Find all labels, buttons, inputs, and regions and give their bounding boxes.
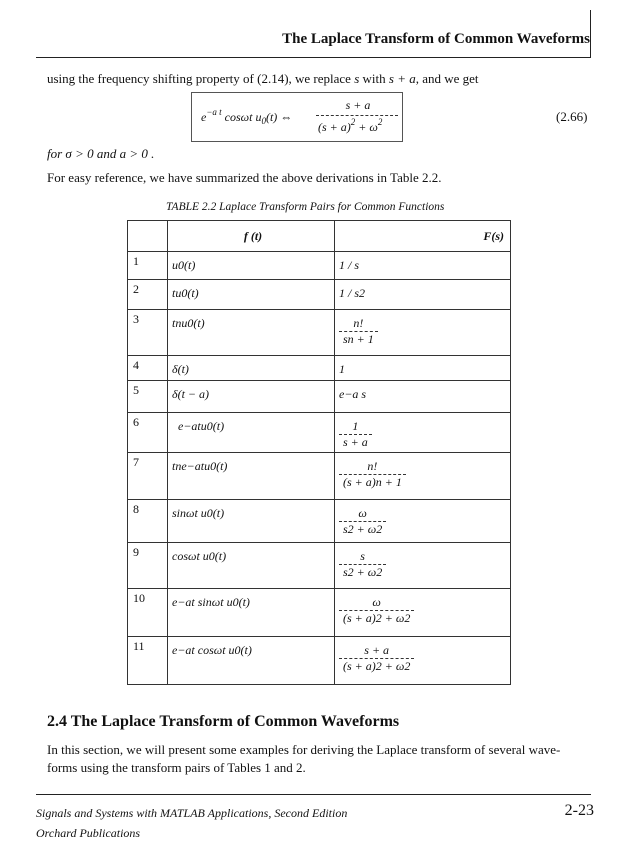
row-f: δ(t) (172, 362, 189, 376)
row-number: 6 (128, 413, 168, 453)
row-f: δ(t − a) (172, 387, 210, 401)
table-row (128, 500, 511, 543)
equation-denominator: $(s + a)^2 + \omega^2$ (318, 117, 383, 134)
table-row (128, 252, 511, 280)
table-row (128, 280, 511, 310)
table-row (128, 356, 511, 381)
intro-suffix: , and we get (415, 71, 479, 86)
row-F: 1 / s2 (339, 286, 366, 300)
equation-lhs: $e^{-a t}$ cosωt $u_0(t)$ ⇔ (201, 107, 293, 126)
table-header-row (128, 221, 511, 252)
row-f: tu0(t) (172, 286, 199, 300)
footer-book-title: Signals and Systems with MATLAB Applications, Second Edition (36, 806, 348, 820)
row-F: 1 / s (339, 258, 360, 272)
footer-publisher: Orchard Publications (36, 826, 141, 840)
row-f: e−at cosωt u0(t) (172, 643, 252, 657)
row-f: u0(t) (172, 258, 196, 272)
row-F: 1 (339, 362, 345, 376)
row-f: e−atu0(t) (178, 419, 225, 433)
row-F-fraction: $\frac{\omega}{(s + a)2 + \omega 2}$ (339, 595, 414, 626)
row-F-fraction: $\frac{s}{s2 + \omega 2}$ (339, 549, 386, 580)
equation-number: (2.66) (556, 109, 588, 124)
header-F-cell: F(s) (335, 221, 511, 252)
header-f-cell: f (t) (168, 221, 335, 252)
page-number: 2-23 (564, 802, 594, 819)
row-F-fraction: $\frac{\omega}{s2 + \omega 2}$ (339, 506, 386, 537)
section-para-line1: In this section, we will present some examples for deriving the Laplace transform of several wave- (47, 742, 561, 757)
condition-line: for σ > 0 and a > 0 . (47, 146, 155, 161)
table-row (128, 543, 511, 589)
reference-line: For easy reference, we have summarized the above derivations in Table 2.2. (47, 170, 442, 185)
intro-var-s: s (354, 71, 360, 86)
row-f: tne−atu0(t) (172, 459, 228, 473)
row-f: e−at sinωt u0(t) (172, 595, 250, 609)
table-row (128, 413, 511, 453)
row-number: 11 (128, 637, 168, 685)
table-caption: TABLE 2.2 Laplace Transform Pairs for Common Functions (166, 201, 445, 213)
equation-numerator: s + a (345, 98, 371, 112)
row-F-fraction: $\frac{n!}{(s + a)n + 1}$ (339, 459, 406, 490)
row-f: tnu0(t) (172, 316, 205, 330)
intro-prefix: using the frequency shifting property of (2.14), we replace (47, 71, 351, 86)
row-number: 4 (128, 356, 168, 381)
table-row (128, 453, 511, 500)
table-row (128, 310, 511, 356)
equation-fraction-bar (316, 115, 398, 116)
table-row (128, 637, 511, 685)
table-row (128, 381, 511, 413)
intro-expr: s + a (388, 71, 416, 86)
laplace-table (127, 220, 511, 685)
intro-with: with (362, 71, 386, 86)
row-F-fraction: $\frac{1}{s + a}$ (339, 419, 372, 450)
section-title: 2.4 The Laplace Transform of Common Waveforms (47, 713, 400, 730)
row-number: 3 (128, 310, 168, 356)
footer-rule (36, 794, 591, 795)
header-num-cell (128, 221, 168, 252)
row-number: 1 (128, 252, 168, 280)
row-number: 5 (128, 381, 168, 413)
row-F-fraction: $\frac{n!}{sn + 1}$ (339, 316, 378, 347)
row-number: 2 (128, 280, 168, 310)
running-header-title: The Laplace Transform of Common Waveforms (282, 31, 590, 47)
row-f: sinωt u0(t) (172, 506, 225, 520)
row-F: e−a s (339, 387, 367, 401)
intro-line (47, 71, 479, 87)
row-number: 7 (128, 453, 168, 500)
row-number: 8 (128, 500, 168, 543)
row-f: cosωt u0(t) (172, 549, 227, 563)
table-row (128, 589, 511, 637)
row-number: 9 (128, 543, 168, 589)
row-number: 10 (128, 589, 168, 637)
row-F-fraction: $\frac{s + a}{(s + a)2 + \omega 2}$ (339, 643, 414, 674)
section-para-line2: forms using the transform pairs of Tables 1 and 2. (47, 760, 306, 775)
